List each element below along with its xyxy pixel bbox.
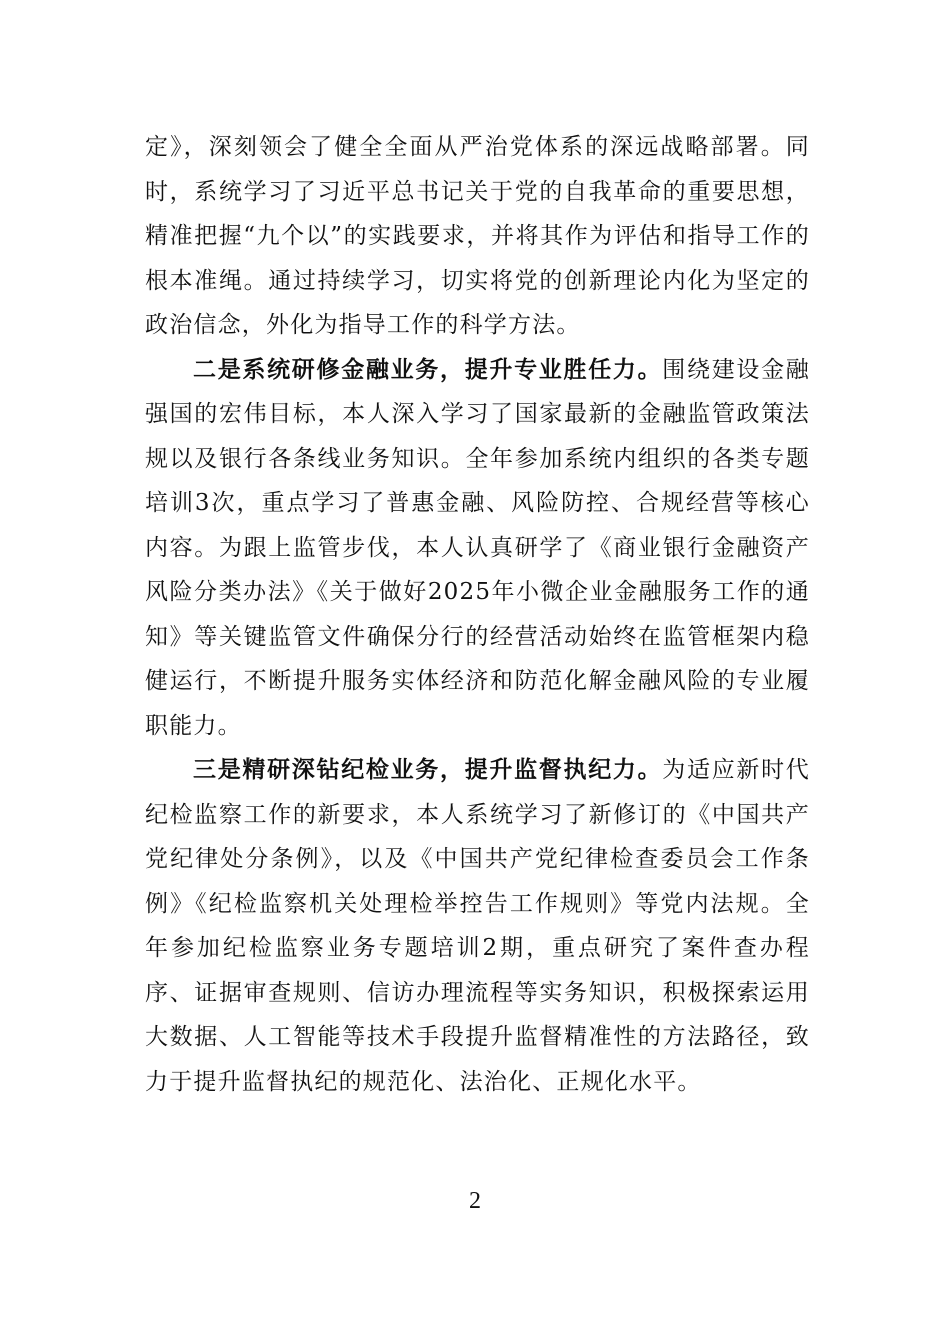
- paragraph-financial-study: [145, 348, 810, 749]
- paragraph-text: 定》，深刻领会了健全全面从严治党体系的深远战略部署。同时，系统学习了习近平总书记关于党的自我革命的重要思想，精准把握“九个以”的实践要求，并将其作为评估和指导工作的根本准绳。通过持续学习，切实将党的创新理论内化为坚定的政治信念，外化为指导工作的科学方法。: [145, 134, 810, 338]
- document-body: [145, 125, 810, 1104]
- paragraph-text: 围绕建设金融强国的宏伟目标，本人深入学习了国家最新的金融监管政策法规以及银行各条线业务知识。全年参加系统内组织的各类专题培训3次，重点学习了普惠金融、风险防控、合规经营等核心内容。为跟上监管步伐，本人认真研学了《商业银行金融资产风险分类办法》《关于做好2025年小微企业金融服务工作的通知》等关键监管文件确保分行的经营活动始终在监管框架内稳健运行，不断提升服务实体经济和防范化解金融风险的专业履职能力。: [145, 356, 810, 739]
- paragraph-discipline-study: [145, 748, 810, 1104]
- paragraph-text: 为适应新时代纪检监察工作的新要求，本人系统学习了新修订的《中国共产党纪律处分条例》，以及《中国共产党纪律检查委员会工作条例》《纪检监察机关处理检举控告工作规则》等党内法规。全年参加纪检监察业务专题培训2期，重点研究了案件查办程序、证据审查规则、信访办理流程等实务知识，积极探索运用大数据、人工智能等技术手段提升监督精准性的方法路径，致力于提升监督执纪的规范化、法治化、正规化水平。: [145, 757, 810, 1095]
- page-number: 2: [469, 1188, 481, 1214]
- paragraph-lead-heading: 二是系统研修金融业务，提升专业胜任力。: [193, 355, 663, 383]
- paragraph-lead-heading: 三是精研深钻纪检业务，提升监督执纪力。: [193, 756, 663, 783]
- paragraph-continuation: [145, 125, 810, 348]
